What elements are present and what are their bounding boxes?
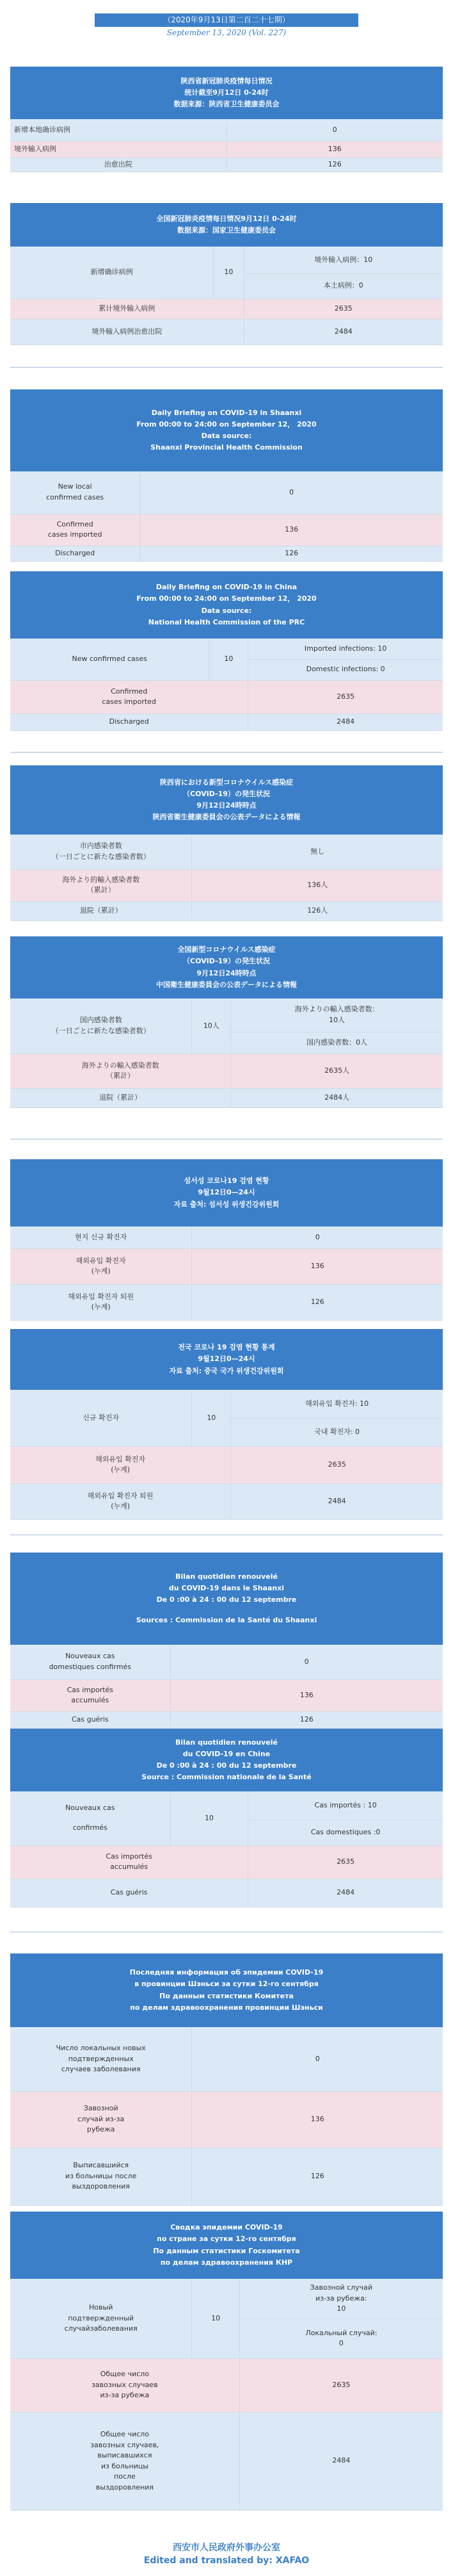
label-line: из больницы <box>100 2461 148 2470</box>
fr-china-header <box>10 1729 443 1791</box>
ja-china-header <box>10 936 443 999</box>
section-title: Daily Briefing on COVID-19 in Shaanxi <box>151 408 302 417</box>
domestic-cases <box>239 2319 443 2358</box>
table-row <box>10 1483 443 1519</box>
data-source: Sources : Commission de la Santé du Shaanxi <box>136 1616 317 1625</box>
row-label: 境外输入病例 <box>10 141 226 158</box>
domestic-cases: 국내 확진자: 0 <box>231 1418 443 1446</box>
label-line: confirmés <box>72 1823 107 1832</box>
row-label <box>10 2091 192 2148</box>
imported-cases: Imported infections: 10 <box>248 639 443 659</box>
label-line: 市内感染者数 <box>79 842 122 851</box>
ja-shaanxi-section <box>10 765 443 921</box>
row-value: 2635 <box>231 1446 443 1483</box>
section-subtitle: du COVID-19 dans le Shaanxi <box>168 1583 285 1592</box>
data-source: по делам здравоохранения КНР <box>160 2258 293 2267</box>
row-label: Cas guéris <box>10 1711 170 1728</box>
ja-china-table <box>10 999 443 1108</box>
en-shaanxi-header <box>10 389 443 471</box>
domestic-cases: 国内感染者数：0人 <box>231 1032 443 1054</box>
row-label <box>10 835 192 869</box>
section-title: 全国新冠肺炎疫情每日情况9月12日 0-24时 <box>156 214 297 223</box>
data-source: 中国衛生健康委員会の公表データによる情報 <box>156 980 297 989</box>
table-row <box>10 158 443 172</box>
data-source: 数据来源：国家卫生健康委员会 <box>177 226 276 234</box>
row-label: 新增确诊病例 <box>10 247 214 298</box>
row-label: 新增本地确诊病例 <box>10 119 226 141</box>
row-value: 126 <box>226 158 443 172</box>
reporting-time: 9月12日24時時点 <box>196 968 257 977</box>
table-row <box>10 1845 443 1879</box>
label-line: 海外よりの輸入感染者数 <box>81 1061 159 1070</box>
label-line: завозных случаев, <box>90 2440 159 2449</box>
row-value: 0 <box>170 1645 443 1679</box>
reporting-time: De 0 :00 à 24 : 00 du 12 septembre <box>156 1761 297 1770</box>
label-line: завозных случаев <box>91 2380 158 2389</box>
table-row <box>10 680 443 713</box>
section-subtitle: （COVID-19）の発生状況 <box>183 789 270 798</box>
ru-shaanxi-section <box>10 1953 443 2206</box>
label-line: (누계) <box>91 1267 111 1275</box>
table-row <box>10 1446 443 1483</box>
row-label <box>10 2358 239 2412</box>
en-china-table <box>10 639 443 731</box>
label-line: Confirmed <box>111 687 148 696</box>
spacer <box>17 1606 436 1615</box>
data-source: по делам здравоохранения провинции Шэньси <box>130 2003 323 2012</box>
table-row <box>10 1227 443 1248</box>
label-line: 海外より的輸入感染者数 <box>62 875 140 884</box>
label-line: Cas importés <box>67 1685 114 1694</box>
data-source: По данным статистики Госкомитета <box>153 2246 300 2255</box>
label-line: Nouveaux cas <box>65 1652 115 1661</box>
table-row <box>10 1711 443 1728</box>
row-label <box>10 2148 192 2205</box>
table-row <box>10 901 443 920</box>
table-row <box>10 639 443 659</box>
label-line: случай из-за <box>77 2114 125 2123</box>
table-row <box>10 247 443 273</box>
data-source: 陕西省衛生健康委員会の公表データによる情報 <box>152 813 301 822</box>
row-label <box>10 471 140 514</box>
row-value: 2635 <box>248 1845 443 1879</box>
row-label: Discharged <box>10 713 248 730</box>
data-source: National Health Commission of the PRC <box>148 617 305 626</box>
row-label: 累计境外输入病例 <box>10 298 244 319</box>
label-line: рубежа <box>86 2125 115 2134</box>
fr-shaanxi-table <box>10 1645 443 1729</box>
section-subtitle: 统计截至9月12日 0-24时 <box>184 88 269 97</box>
imported-cases: Cas importés : 10 <box>248 1791 443 1820</box>
label-line: （一日ごとに新たな感染者数） <box>51 1026 150 1035</box>
row-label <box>10 1446 231 1483</box>
row-label <box>10 2279 192 2358</box>
table-row <box>10 1879 443 1907</box>
section-title: Daily Briefing on COVID-19 in China <box>155 583 298 592</box>
row-value: 10 <box>192 2279 239 2358</box>
table-row <box>10 835 443 869</box>
label-line: Cas importés <box>106 1852 152 1861</box>
label-line: Nouveaux cas <box>65 1804 115 1813</box>
issue-date-volume: September 13, 2020 (Vol. 227) <box>166 28 287 37</box>
row-label <box>10 1284 192 1320</box>
row-label: Discharged <box>10 546 140 561</box>
row-label: 境外输入病例治愈出院 <box>10 319 244 345</box>
divider <box>10 752 443 753</box>
row-value: 136 <box>226 141 443 158</box>
label-line: New local <box>58 482 92 491</box>
row-label <box>10 2027 192 2091</box>
ko-shaanxi-header <box>10 1159 443 1227</box>
row-value: 136人 <box>192 869 443 901</box>
row-value: 2484 <box>248 1879 443 1907</box>
row-value: 10 <box>214 247 244 298</box>
label-line: （累計） <box>106 1072 135 1080</box>
table-row <box>10 2091 443 2148</box>
row-value: 126 <box>192 1284 443 1320</box>
row-label <box>10 2412 239 2510</box>
row-label <box>10 1845 248 1879</box>
reporting-time: De 0 :00 à 24 : 00 du 12 septembre <box>156 1595 297 1604</box>
label-line: выздоровления <box>95 2482 154 2491</box>
label-line: случайзаболевания <box>64 2324 138 2333</box>
fr-china-table <box>10 1791 443 1907</box>
row-label <box>10 1248 192 1284</box>
row-value: 136 <box>192 1248 443 1284</box>
row-label: 신규 확진자 <box>10 1390 192 1446</box>
label-line: 해외유입 확진자 퇴원 <box>87 1491 154 1500</box>
label-line: Завозной случай <box>310 2283 373 2292</box>
section-title: 陕西省における新型コロナウイルス感染症 <box>159 778 294 787</box>
row-value: 2635 <box>239 2358 443 2412</box>
data-source: Source : Commission nationale de la Santé <box>141 1773 312 1782</box>
fr-shaanxi-header <box>10 1553 443 1645</box>
label-line: 0 <box>338 2339 344 2347</box>
ru-china-table <box>10 2279 443 2511</box>
row-label <box>10 1791 170 1845</box>
label-line: (누계) <box>111 1502 131 1510</box>
section-title: Bilan quotidien renouvelé <box>175 1572 278 1581</box>
label-line: после <box>113 2472 136 2481</box>
row-value: 2484 <box>248 713 443 730</box>
table-row <box>10 319 443 345</box>
label-line: 해외유입 확진자 <box>95 1455 146 1463</box>
table-row <box>10 2358 443 2412</box>
label-line: （一日ごとに新たな感染者数） <box>51 852 150 861</box>
fr-shaanxi-section <box>10 1553 443 1729</box>
domestic-cases: Cas domestiques :0 <box>248 1820 443 1845</box>
data-source-label: Data source: <box>201 432 252 440</box>
row-value: 10 <box>170 1791 248 1845</box>
table-row <box>10 514 443 546</box>
row-value: 126 <box>170 1711 443 1728</box>
row-label <box>10 869 192 901</box>
row-value: 10 <box>209 639 248 680</box>
label-line: Локальный случай: <box>305 2328 378 2337</box>
row-value: 2635 <box>244 298 443 319</box>
section-title: Bilan quotidien renouvelé <box>175 1738 278 1747</box>
fr-china-section <box>10 1729 443 1907</box>
table-row <box>10 1054 443 1088</box>
row-value: 2484 <box>231 1483 443 1519</box>
row-value: 0 <box>192 1227 443 1248</box>
issue-banner: （2020年9月13日第二百二十七期） <box>95 13 358 27</box>
table-row <box>10 999 443 1032</box>
row-value: 136 <box>170 1679 443 1711</box>
section-subtitle: （COVID-19）の発生状況 <box>183 957 270 966</box>
section-subtitle: по стране за сутки 12-го сентября <box>157 2235 296 2244</box>
row-label: Cas guéris <box>10 1879 248 1907</box>
reporting-time: 9月12日24時時点 <box>196 801 257 810</box>
section-title: Последняя информация об эпидемии COVID-19 <box>129 1968 324 1977</box>
row-label <box>10 1645 170 1679</box>
label-line: 해외유입 확진자 <box>76 1256 126 1265</box>
zh-china-table <box>10 247 443 345</box>
label-line: из больницы после <box>65 2171 137 2180</box>
label-line: 10人 <box>329 1015 346 1024</box>
table-row <box>10 1390 443 1418</box>
section-subtitle: From 00:00 to 24:00 on September 12， 2020 <box>136 594 317 603</box>
row-label: 현지 신규 확진자 <box>10 1227 192 1248</box>
table-row <box>10 2148 443 2205</box>
table-row <box>10 1679 443 1711</box>
ru-shaanxi-header <box>10 1953 443 2027</box>
label-line: confirmed cases <box>46 493 104 501</box>
label-line: 国内感染者数 <box>79 1016 122 1025</box>
row-value: 136 <box>192 2091 443 2148</box>
label-line: подтвержденный <box>68 2313 134 2322</box>
label-line: 해외유입 확진자 퇴원 <box>68 1292 134 1301</box>
section-title: 陕西省新冠肺炎疫情每日情况 <box>180 76 273 85</box>
row-value: 126人 <box>192 901 443 920</box>
zh-china-section <box>10 203 443 345</box>
label-line: domestiques confirmés <box>49 1662 132 1671</box>
row-label <box>10 680 248 713</box>
label-line: Выписавшийся <box>73 2161 129 2170</box>
en-china-section <box>10 571 443 731</box>
row-label <box>10 514 140 546</box>
imported-cases: 해외유입 확진자: 10 <box>231 1390 443 1418</box>
zh-shaanxi-table <box>10 119 443 172</box>
row-value: 126 <box>192 2148 443 2205</box>
section-title: Сводка эпидемии COVID-19 <box>170 2223 283 2232</box>
section-title: 全国新型コロナウイルス感染症 <box>177 945 276 954</box>
row-value: 10人 <box>192 999 231 1054</box>
row-value: 0 <box>226 119 443 141</box>
row-value: 無し <box>192 835 443 869</box>
data-source: 자료 출처: 섬서성 위생건강위원회 <box>173 1200 280 1209</box>
table-row <box>10 298 443 319</box>
section-subtitle: в провинции Шэньси за сутки 12-го сентября <box>134 1980 319 1989</box>
row-label: 退院（累計） <box>10 1088 231 1107</box>
table-row <box>10 1791 443 1820</box>
ru-shaanxi-table <box>10 2027 443 2206</box>
row-label: 退院（累計） <box>10 901 192 920</box>
row-label <box>10 999 192 1054</box>
en-china-header <box>10 571 443 639</box>
imported-cases <box>231 999 443 1032</box>
row-value: 2484人 <box>231 1088 443 1107</box>
label-line: случаев заболевания <box>61 2065 141 2073</box>
label-line: cases imported <box>102 697 156 706</box>
table-row <box>10 141 443 158</box>
row-value: 2484 <box>239 2412 443 2510</box>
table-row <box>10 2279 443 2319</box>
reporting-time: 9월12日0—24시 <box>198 1188 255 1197</box>
label-line: 10 <box>337 2304 346 2313</box>
row-value: 2484 <box>244 319 443 345</box>
label-line: Завозной <box>83 2104 118 2113</box>
label-line: выздоровления <box>72 2182 130 2191</box>
section-title: 섬서성 코로나19 검염 현황 <box>184 1177 269 1186</box>
table-row <box>10 2412 443 2510</box>
data-source: 数据来源：陕西省卫生健康委员会 <box>173 100 280 109</box>
label-line: Confirmed <box>56 519 93 528</box>
domestic-cases: Domestic infections: 0 <box>248 659 443 680</box>
row-label <box>10 1483 231 1519</box>
table-row <box>10 119 443 141</box>
row-value: 2635人 <box>231 1054 443 1088</box>
row-value: 0 <box>192 2027 443 2091</box>
reporting-time: 9월12日0—24시 <box>198 1355 255 1364</box>
row-value: 10 <box>192 1390 231 1446</box>
en-shaanxi-table <box>10 471 443 562</box>
label-line: Общее число <box>100 2370 150 2379</box>
table-row <box>10 546 443 561</box>
label-line: выписавшихся <box>97 2451 152 2459</box>
data-source: По данным статистики Комитета <box>159 1991 294 2000</box>
label-line: 海外よりの輸入感染者数： <box>294 1005 379 1014</box>
ko-china-header <box>10 1329 443 1390</box>
ja-china-section <box>10 936 443 1108</box>
publisher-office: 西安市人民政府外事办公室 <box>173 2543 280 2553</box>
table-row <box>10 713 443 730</box>
table-row <box>10 869 443 901</box>
table-row <box>10 2027 443 2091</box>
ja-shaanxi-header <box>10 765 443 835</box>
ko-shaanxi-table <box>10 1227 443 1321</box>
section-title: 전국 코로나 19 검염 현황 통계 <box>178 1343 275 1352</box>
table-row <box>10 1645 443 1679</box>
label-line: (누계) <box>111 1465 131 1474</box>
row-value: 2635 <box>248 680 443 713</box>
imported-cases: 境外输入病例：10 <box>244 247 443 273</box>
label-line: Общее число <box>100 2430 150 2438</box>
table-row <box>10 1248 443 1284</box>
ko-shaanxi-section <box>10 1159 443 1321</box>
zh-china-header <box>10 203 443 247</box>
ru-china-section <box>10 2212 443 2511</box>
ko-china-section <box>10 1329 443 1520</box>
row-value: 126 <box>140 546 443 561</box>
label-line: （累計） <box>86 886 115 894</box>
divider <box>10 367 443 368</box>
label-line: подтвержденных <box>68 2054 134 2063</box>
label-line: cases imported <box>47 530 102 539</box>
zh-shaanxi-header <box>10 67 443 119</box>
row-label: 治愈出院 <box>10 158 226 172</box>
zh-shaanxi-section <box>10 67 443 172</box>
data-source: 자료 출처: 중국 국가 위생건강위원회 <box>169 1366 284 1375</box>
data-source-label: Data source: <box>201 606 252 615</box>
label-line: Новый <box>89 2303 113 2311</box>
label-line: accumulés <box>110 1863 148 1871</box>
credit-line: Edited and translated by: XAFAO <box>143 2556 310 2566</box>
row-value: 0 <box>140 471 443 514</box>
en-shaanxi-section <box>10 389 443 562</box>
label-line: из-за рубежа: <box>315 2294 367 2303</box>
section-subtitle: du COVID-19 en Chine <box>182 1749 271 1758</box>
table-row <box>10 471 443 514</box>
table-row <box>10 1088 443 1107</box>
data-source: Shaanxi Provincial Health Commission <box>150 443 303 452</box>
label-line: (누계) <box>91 1303 111 1311</box>
imported-cases <box>239 2279 443 2319</box>
label-line: accumulés <box>71 1696 109 1704</box>
label-line: из-за рубежа <box>100 2391 150 2400</box>
section-subtitle: From 00:00 to 24:00 on September 12， 2020 <box>136 420 317 428</box>
row-label <box>10 1679 170 1711</box>
label-line: Число локальных новых <box>56 2044 146 2052</box>
ko-china-table <box>10 1390 443 1520</box>
domestic-cases: 本土病例：0 <box>244 273 443 298</box>
table-row <box>10 1284 443 1320</box>
ru-china-header <box>10 2212 443 2279</box>
row-label <box>10 1054 231 1088</box>
row-value: 136 <box>140 514 443 546</box>
ja-shaanxi-table <box>10 835 443 921</box>
row-label: New confirmed cases <box>10 639 209 680</box>
